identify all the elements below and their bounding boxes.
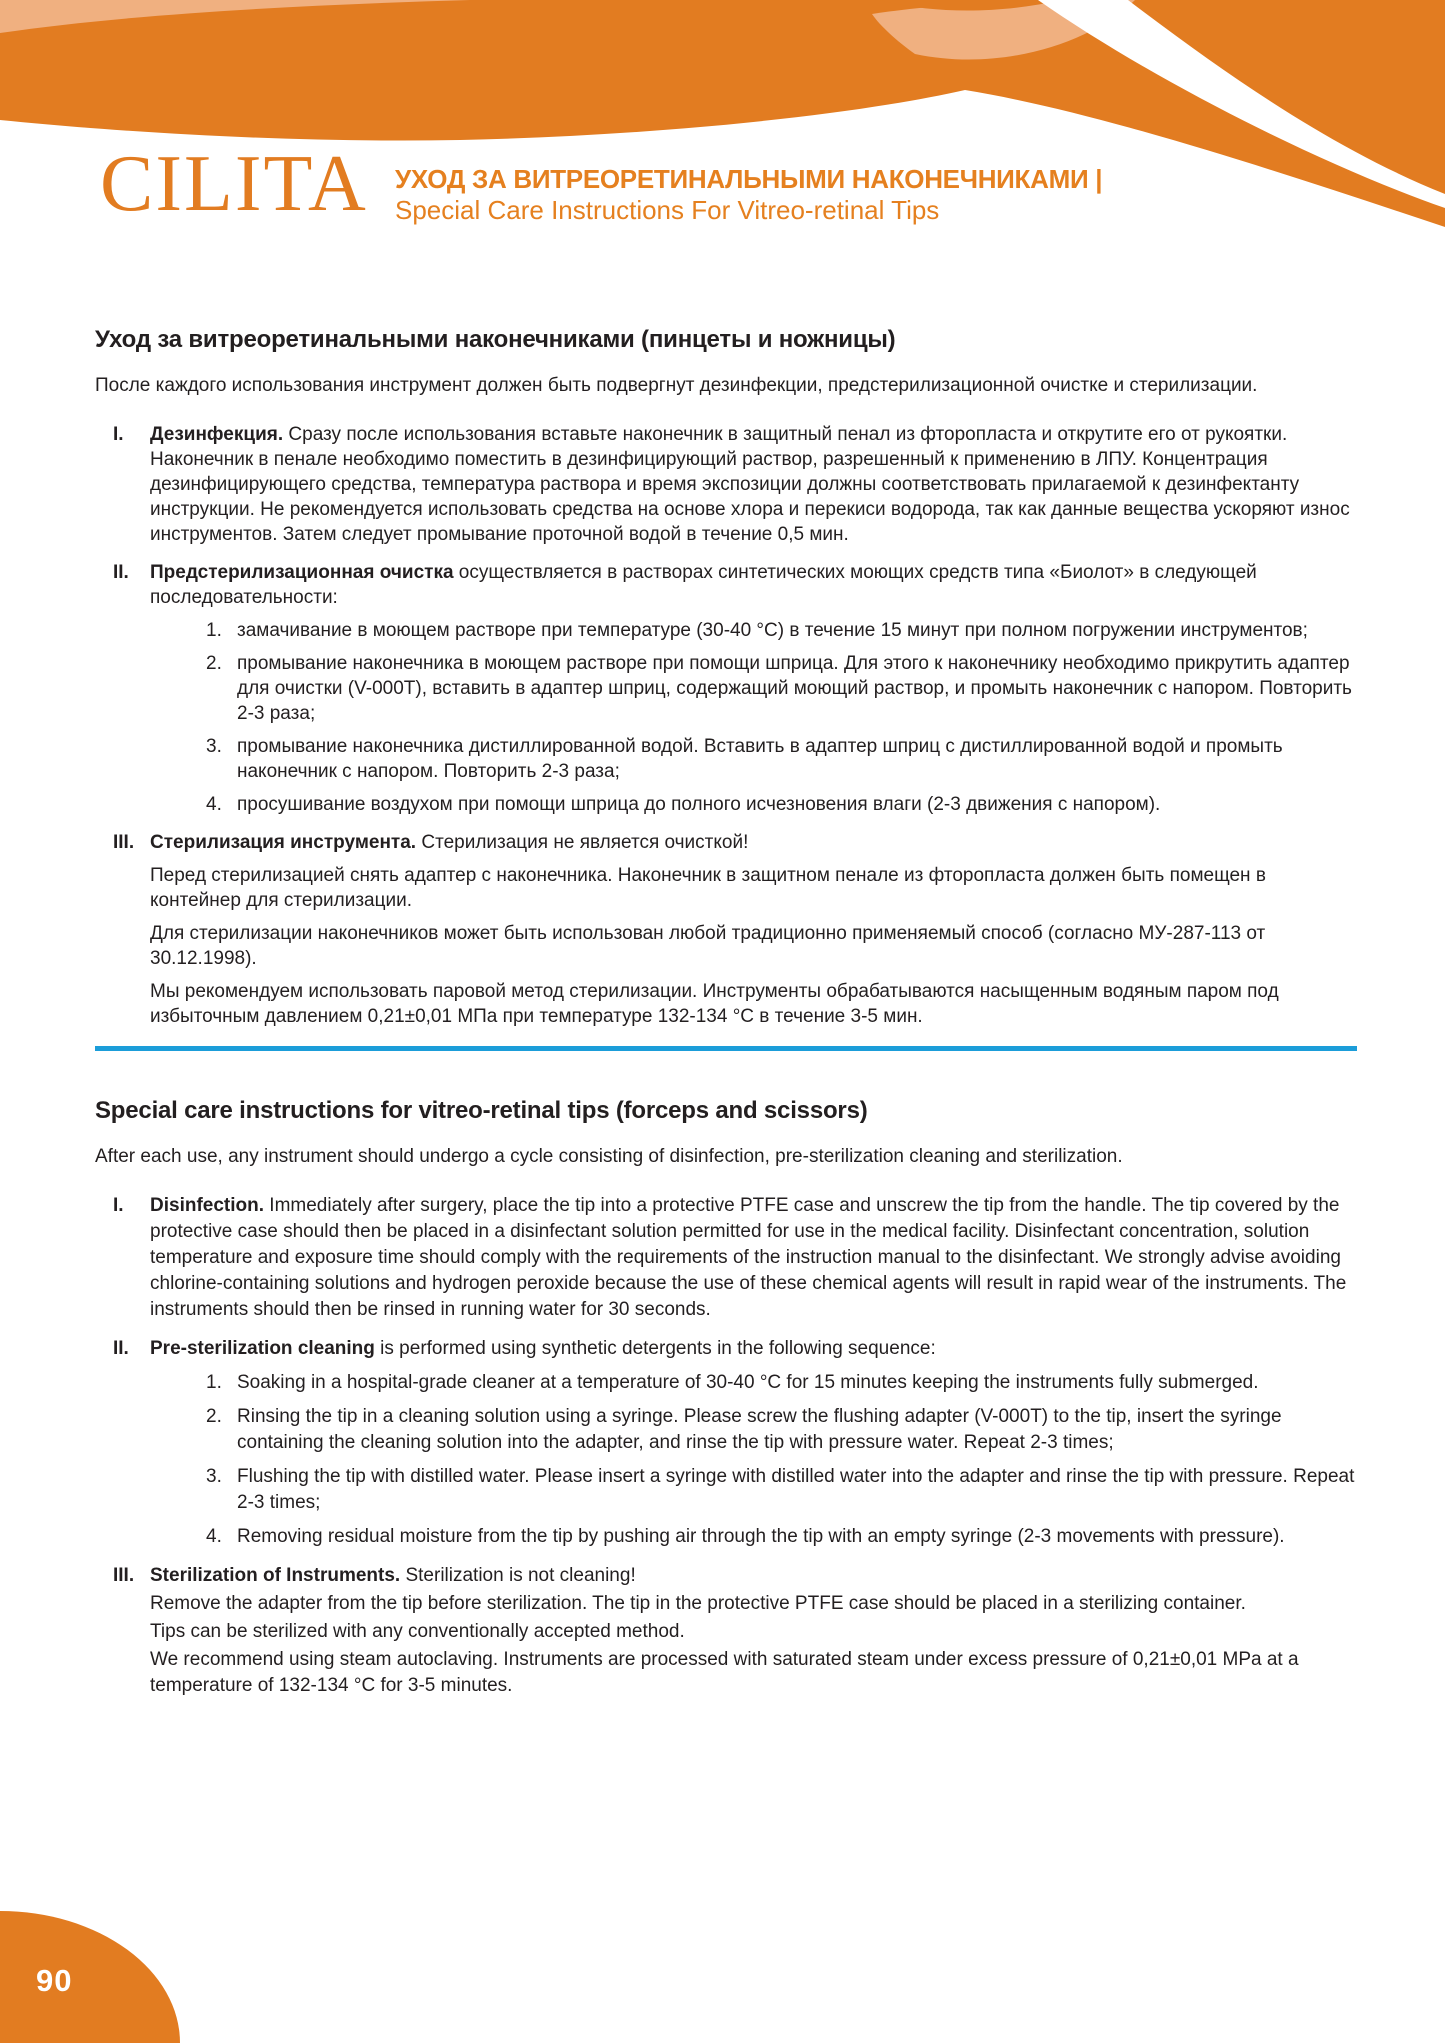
step-number: 1. (206, 1372, 222, 1393)
step-text: замачивание в моющем растворе при температуре (30-40 °C) в течение 15 минут при полном погружении инструментов; (237, 620, 1308, 641)
item-numeral: III. (113, 832, 135, 853)
item-paragraph: Перед стерилизацией снять адаптер с наконечника. Наконечник в защитном пенале из фторопласта должен быть помещен в контейнер для стерилизации. (150, 865, 1266, 911)
section-heading: Уход за витреоретинальными наконечниками (пинцеты и ножницы) (95, 326, 896, 353)
item-lead: Стерилизация инструмента. (150, 832, 417, 853)
item-lead: Дезинфекция. (150, 424, 284, 445)
item-lead: Pre-sterilization cleaning (150, 1338, 375, 1359)
step-number: 1. (206, 620, 222, 641)
item-text: is performed using synthetic detergents in the following sequence: (374, 1338, 936, 1359)
step-number: 3. (206, 1466, 222, 1487)
item-text: Immediately after surgery, place the tip into a protective PTFE case and unscrew the tip from the handle. The tip covered by the protective case should then be placed in a disinfectant solution permitted for use in the medical facility. Disinfectant concentration, solution temperature and exposure time should comply with the requirements of the instruction manual to the disinfectant. We strongly advise avoiding chlorine-containing solutions and hydrogen peroxide because the use of these chemical agents will result in rapid wear of the instruments. The instruments should then be rinsed in running water for 30 seconds. (150, 1195, 1347, 1320)
page-title-english: Special Care Instructions For Vitreo-retinal Tips (395, 195, 940, 225)
page-number: 90 (36, 1963, 73, 1998)
item-paragraph: We recommend using steam autoclaving. Instruments are processed with saturated steam under excess pressure of 0,21±0,01 MPa at a temperature of 132-134 °C for 3-5 minutes. (150, 1649, 1299, 1696)
step-number: 2. (206, 1406, 222, 1427)
section-divider-line (95, 1046, 1357, 1051)
step-number: 2. (206, 653, 222, 674)
section-russian (95, 326, 1357, 1029)
numbered-step (150, 734, 1357, 784)
instruction-item (95, 560, 1357, 817)
step-number: 4. (206, 1526, 222, 1547)
brand-logo: CILITA (100, 140, 368, 228)
item-text: Сразу после использования вставьте наконечник в защитный пенал из фторопласта и открутите его от рукоятки. Наконечник в пенале необходимо поместить в дезинфицирующий раствор, разрешенный к применению в ЛПУ. Концентрация дезинфицирующего средства, температура раствора и время экспозиции должны соответствовать прилагаемой к дезинфектанту инструкции. Не рекомендуется использовать средства на основе хлора и перекиси водорода, так как данные вещества ускоряют износ инструментов. Затем следует промывание проточной водой в течение 0,5 мин. (150, 424, 1350, 545)
step-number: 4. (206, 794, 222, 815)
item-numeral: II. (113, 562, 129, 583)
step-text: Soaking in a hospital-grade cleaner at a temperature of 30-40 °C for 15 minutes keeping the instruments fully submerged. (237, 1372, 1259, 1393)
item-paragraph: Для стерилизации наконечников может быть использован любой традиционно применяемый способ (согласно МУ-287-113 от 30.12.1998). (150, 923, 1266, 969)
numbered-step (150, 618, 1357, 643)
item-text: осуществляется в растворах синтетических моющих средств типа «Биолот» в следующей последовательности: (150, 562, 1257, 608)
numbered-step (150, 1524, 1357, 1550)
item-numeral: I. (113, 424, 124, 445)
numbered-step (150, 1464, 1357, 1516)
numbered-step (150, 1370, 1357, 1396)
item-lead: Sterilization of Instruments. (150, 1565, 401, 1586)
section-intro: After each use, any instrument should undergo a cycle consisting of disinfection, pre-sterilization cleaning and sterilization. (95, 1146, 1123, 1167)
item-numeral: II. (113, 1338, 129, 1359)
numbered-steps (150, 618, 1357, 817)
item-text: Стерилизация не является очисткой! (416, 832, 749, 853)
item-lead: Disinfection. (150, 1195, 265, 1216)
instruction-item (95, 830, 1357, 1029)
item-paragraph: Мы рекомендуем использовать паровой метод стерилизации. Инструменты обрабатываются насыщенным водяным паром под избыточным давлением 0,21±0,01 МПа при температуре 132-134 °C в течение 3-5 мин. (150, 981, 1279, 1027)
numbered-steps (150, 1370, 1357, 1550)
section-english (95, 1097, 1357, 1699)
item-lead: Предстерилизационная очистка (150, 562, 454, 583)
step-text: просушивание воздухом при помощи шприца до полного исчезновения влаги (2-3 движения с напором). (237, 794, 1161, 815)
section-heading: Special care instructions for vitreo-retinal tips (forceps and scissors) (95, 1097, 868, 1124)
item-paragraph: Remove the adapter from the tip before sterilization. The tip in the protective PTFE case should be placed in a sterilizing container. (150, 1593, 1246, 1614)
instruction-item (95, 422, 1357, 547)
numbered-step (150, 1404, 1357, 1456)
item-text: Sterilization is not cleaning! (400, 1565, 636, 1586)
step-text: промывание наконечника в моющем растворе при помощи шприца. Для этого к наконечнику необходимо прикрутить адаптер для очистки (V-000T), вставить в адаптер шприц, содержащий моющий раствор, и промыть наконечник с напором. Повторить 2-3 раза; (237, 653, 1352, 724)
step-text: промывание наконечника дистиллированной водой. Вставить в адаптер шприц с дистиллированной водой и промыть наконечник с напором. Повторить 2-3 раза; (237, 736, 1283, 782)
page-number-bubble (0, 1911, 180, 2043)
item-numeral: III. (113, 1565, 135, 1586)
step-text: Rinsing the tip in a cleaning solution using a syringe. Please screw the flushing adapter (V-000T) to the tip, insert the syringe containing the cleaning solution into the adapter, and rinse the tip with pressure water. Repeat 2-3 times; (237, 1406, 1282, 1453)
item-paragraph: Tips can be sterilized with any conventionally accepted method. (150, 1621, 685, 1642)
instruction-item (95, 1336, 1357, 1550)
step-number: 3. (206, 736, 222, 757)
section-intro: После каждого использования инструмент должен быть подвергнут дезинфекции, предстерилизационной очистке и стерилизации. (95, 375, 1258, 396)
page-title-russian: УХОД ЗА ВИТРЕОРЕТИНАЛЬНЫМИ НАКОНЕЧНИКАМИ | (395, 164, 1103, 194)
header-titles (395, 163, 1102, 226)
document-content (95, 326, 1357, 1712)
instruction-item (95, 1193, 1357, 1323)
instruction-item (95, 1563, 1357, 1699)
numbered-step (150, 651, 1357, 726)
item-numeral: I. (113, 1195, 124, 1216)
step-text: Flushing the tip with distilled water. Please insert a syringe with distilled water into the adapter and rinse the tip with pressure. Repeat 2-3 times; (237, 1466, 1355, 1513)
numbered-step (150, 792, 1357, 817)
step-text: Removing residual moisture from the tip by pushing air through the tip with an empty syringe (2-3 movements with pressure). (237, 1526, 1285, 1547)
